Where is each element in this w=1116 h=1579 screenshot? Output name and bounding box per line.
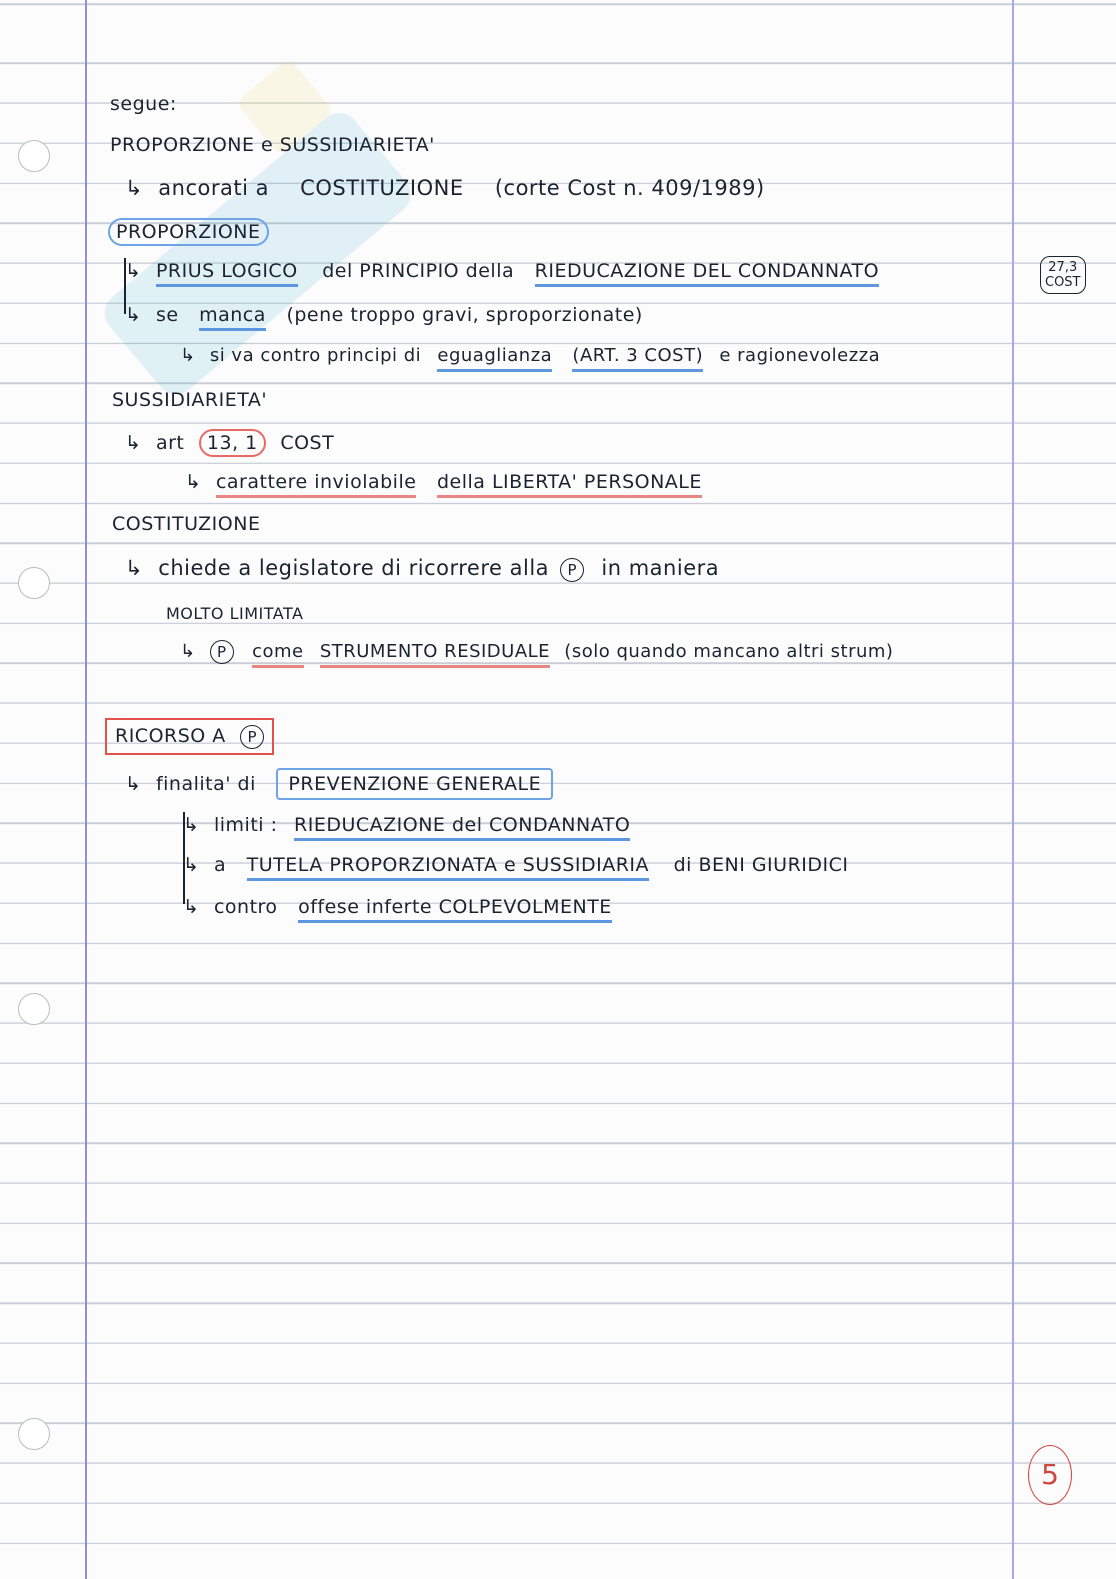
arrow-icon: ↳: [185, 471, 202, 493]
text: chiede a legislatore di ricorrere alla: [158, 556, 550, 580]
text: eguaglianza: [437, 344, 552, 372]
heading-costituzione: [112, 512, 260, 536]
text: limiti :: [213, 814, 278, 836]
line-strumento-residuale: [180, 640, 893, 668]
arrow-icon: ↳: [180, 641, 196, 662]
binder-hole: [18, 567, 50, 599]
line-art-13-1: [125, 429, 334, 457]
text: MOLTO LIMITATA: [166, 604, 304, 623]
text: manca: [199, 303, 266, 331]
arrow-icon: ↳: [183, 854, 200, 876]
line-ancorati: [125, 176, 765, 200]
arrow-icon: ↳: [183, 814, 200, 836]
text: (pene troppo gravi, sproporzionate): [286, 304, 643, 326]
right-margin-line: [1012, 0, 1014, 1579]
arrow-icon: ↳: [125, 432, 142, 454]
binder-hole: [18, 993, 50, 1025]
text: art: [155, 432, 185, 454]
line-contro-offese: [183, 895, 612, 923]
text: (solo quando mancano altri strum): [564, 641, 894, 662]
text: offese inferte COLPEVOLMENTE: [298, 895, 612, 923]
text: se: [155, 304, 179, 326]
text: RICORSO A: [115, 725, 226, 747]
page-number: 5: [1028, 1445, 1072, 1505]
arrow-icon: ↳: [183, 896, 200, 918]
pena-symbol: P: [210, 640, 234, 664]
citation-27-3-cost: [1040, 256, 1086, 294]
text: del PRINCIPIO della: [322, 260, 515, 282]
text: COSTITUZIONE: [300, 176, 464, 200]
line-chiede-legislatore: [125, 556, 719, 582]
arrow-icon: ↳: [180, 345, 196, 366]
text: PREVENZIONE GENERALE: [276, 768, 553, 800]
text: della LIBERTA' PERSONALE: [437, 470, 702, 498]
text: COST: [280, 432, 335, 454]
text: (ART. 3 COST): [572, 344, 703, 372]
text: PRIUS LOGICO: [156, 259, 298, 287]
line-limiti: [183, 813, 630, 841]
line-finalita: [125, 768, 553, 800]
text: PROPORZIONE e SUSSIDIARIETA': [110, 134, 435, 156]
text: carattere inviolabile: [216, 470, 416, 498]
arrow-icon: ↳: [125, 773, 142, 795]
line-se-manca: [125, 303, 643, 331]
arrow-icon: ↳: [125, 556, 144, 580]
heading-sussidiarieta: [112, 388, 267, 412]
text: RIEDUCAZIONE DEL CONDANNATO: [535, 259, 879, 287]
pena-symbol: P: [560, 558, 584, 582]
text: finalita' di: [155, 773, 256, 795]
line-tutela: [183, 853, 848, 881]
text: 27,3: [1048, 260, 1078, 275]
text: STRUMENTO RESIDUALE: [320, 640, 550, 668]
left-margin-line: [85, 0, 87, 1579]
binder-hole: [18, 1418, 50, 1450]
pena-symbol: P: [240, 725, 264, 749]
line-carattere-inviolabile: [185, 470, 702, 498]
line-segue: [110, 92, 177, 116]
text: ancorati a: [158, 176, 269, 200]
arrow-icon: ↳: [125, 176, 144, 200]
text: COSTITUZIONE: [112, 513, 261, 535]
text: PROPORZIONE: [108, 218, 269, 246]
text: a: [213, 854, 227, 876]
text: (corte Cost n. 409/1989): [494, 176, 765, 200]
binder-hole: [18, 140, 50, 172]
text: segue:: [110, 93, 177, 115]
text: contro: [213, 896, 278, 918]
text: TUTELA PROPORZIONATA e SUSSIDIARIA: [247, 853, 649, 881]
heading-proporzione-sussidiarieta: [110, 133, 435, 157]
line-molto-limitata: [166, 602, 303, 626]
text: si va contro principi di: [209, 345, 422, 366]
arrow-icon: ↳: [125, 260, 142, 282]
text: di BENI GIURIDICI: [673, 854, 849, 876]
text: SUSSIDIARIETA': [112, 389, 268, 411]
line-prius-logico: [125, 259, 879, 287]
text: e ragionevolezza: [719, 345, 881, 366]
text: in maniera: [601, 556, 720, 580]
ricorso-box: [105, 718, 274, 755]
heading-ricorso-a-p: [105, 718, 274, 755]
text: 13, 1: [199, 429, 266, 457]
heading-proporzione: [108, 218, 269, 246]
text: COST: [1045, 275, 1081, 290]
text: come: [252, 640, 304, 668]
arrow-icon: ↳: [125, 304, 142, 326]
line-si-va-contro: [180, 344, 880, 372]
text: RIEDUCAZIONE del CONDANNATO: [294, 813, 630, 841]
